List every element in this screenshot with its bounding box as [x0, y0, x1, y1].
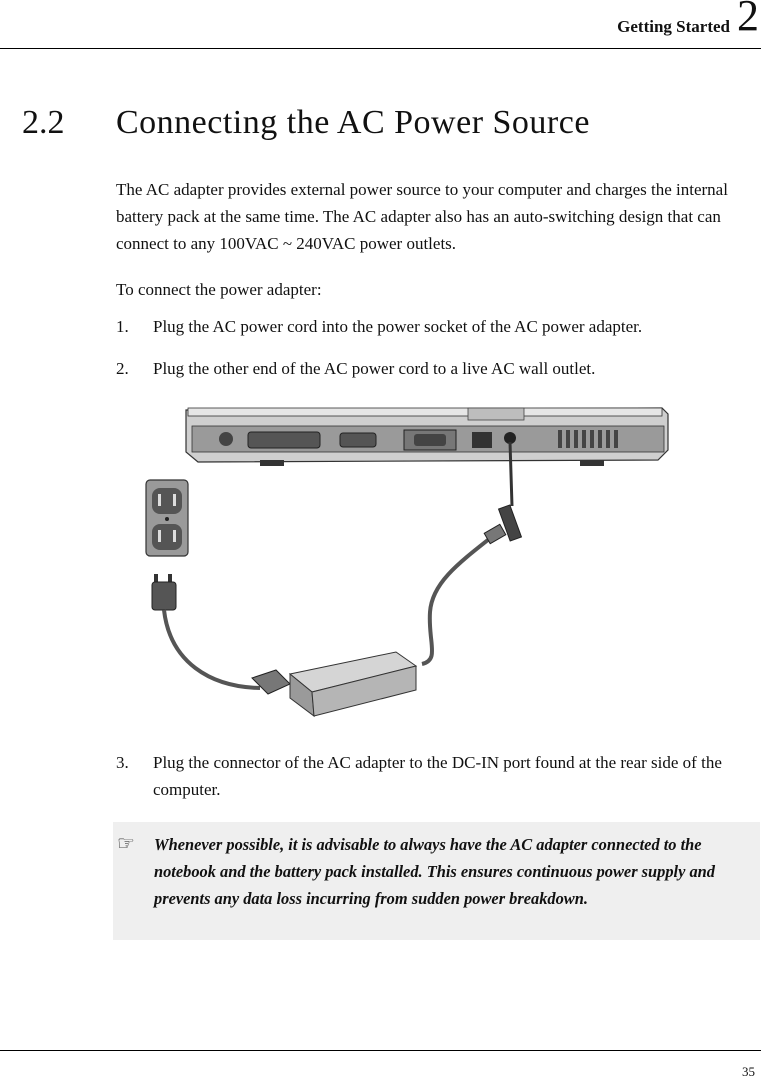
pointing-hand-icon: ☞ — [117, 833, 135, 855]
step-number: 2. — [116, 359, 129, 378]
ac-adapter — [252, 652, 416, 716]
section-title: Connecting the AC Power Source — [116, 104, 590, 141]
header-chapter-number: 2 — [737, 0, 759, 40]
page-number: 35 — [742, 1064, 755, 1079]
wall-outlet — [146, 480, 188, 556]
dc-connector — [484, 505, 521, 544]
notebook-rear-panel — [186, 408, 668, 466]
step-text: Plug the AC power cord into the power socket of the AC power adapter. — [153, 317, 643, 336]
step-text: Plug the other end of the AC power cord to a live AC wall outlet. — [153, 359, 596, 378]
header-title: Getting Started — [617, 17, 730, 36]
ac-plug — [152, 574, 176, 610]
page-header — [0, 0, 761, 49]
section-number: 2.2 — [22, 104, 65, 141]
note-box — [113, 822, 760, 940]
power-connection-figure — [140, 402, 680, 722]
step-text: Plug the connector of the AC adapter to the DC-IN port found at the rear side of the computer. — [153, 753, 722, 799]
step-number: 3. — [116, 753, 129, 772]
intro-paragraph: The AC adapter provides external power source to your computer and charges the internal battery pack at the same time. The AC adapter also has an auto-switching design that can connect to any 100VAC ~ 240VAC power outlets. — [116, 180, 728, 253]
note-text: Whenever possible, it is advisable to always have the AC adapter connected to the notebook and the battery pack installed. This ensures continuous power supply and prevents any data loss incurring from sudden power breakdown. — [154, 835, 715, 908]
lead-paragraph: To connect the power adapter: — [116, 280, 322, 299]
step-number: 1. — [116, 317, 129, 336]
footer-rule — [0, 1050, 761, 1051]
